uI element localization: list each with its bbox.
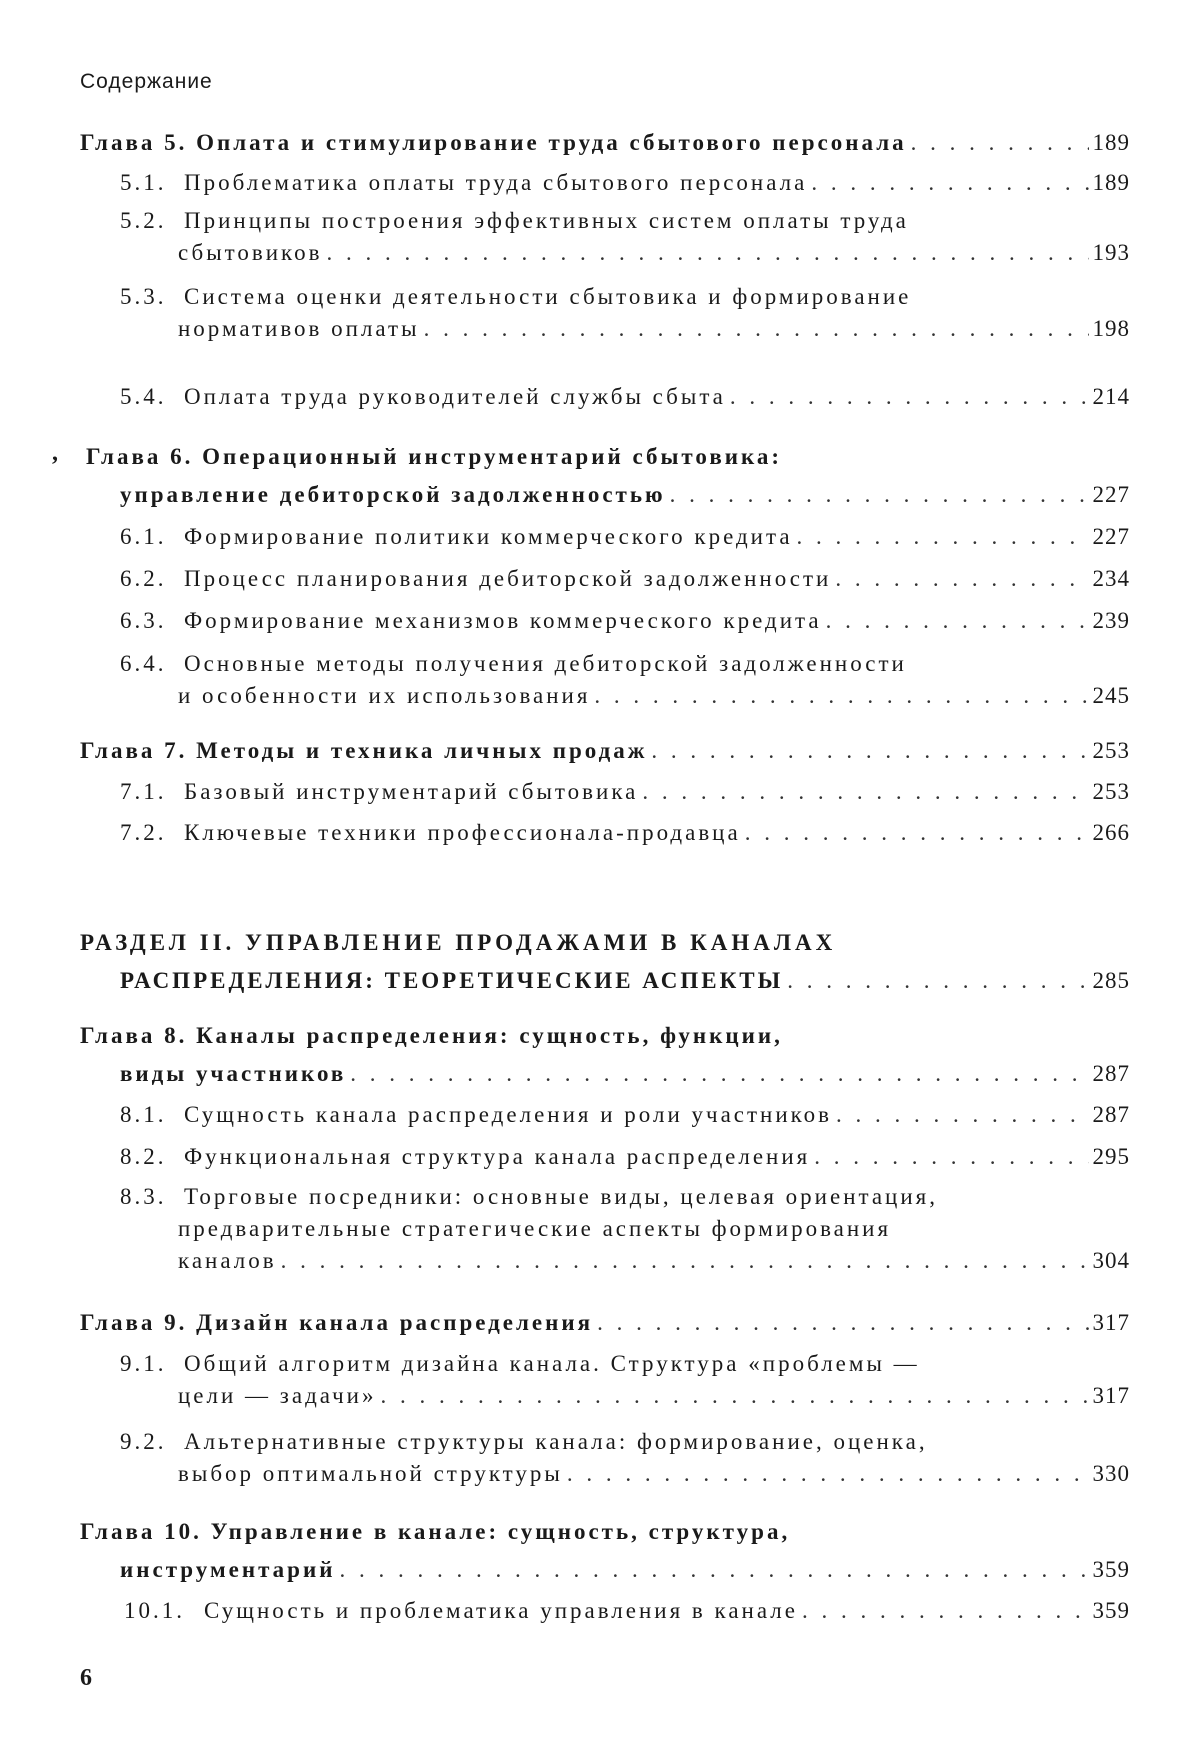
- page-number: 304: [1092, 1248, 1130, 1273]
- section-title: Принципы построения эффективных систем оплаты труда: [184, 208, 909, 233]
- page-number: 214: [1092, 384, 1130, 409]
- section-title: Оплата труда руководителей службы сбыта: [184, 384, 726, 409]
- dot-leader: [787, 962, 1088, 1000]
- dot-leader: [670, 476, 1089, 514]
- page-folio: 6: [80, 1665, 92, 1691]
- page-number: 227: [1092, 524, 1130, 549]
- chapter-label: Глава 10.: [80, 1519, 202, 1544]
- chapter-title: Операционный инструментарий сбытовика:: [202, 444, 783, 469]
- part-title: РАЗДЕЛ II. УПРАВЛЕНИЕ ПРОДАЖАМИ В КАНАЛАХ: [80, 930, 837, 955]
- page-number: 285: [1092, 968, 1130, 993]
- dot-leader: [350, 1055, 1088, 1093]
- section-title: Формирование механизмов коммерческого кредита: [184, 608, 822, 633]
- running-head: Содержание: [80, 70, 213, 93]
- chapter-title-cont: виды участников: [120, 1061, 347, 1086]
- chapter-title: Оплата и стимулирование труда сбытового персонала: [196, 130, 907, 155]
- page-number: 193: [1092, 240, 1130, 265]
- section-9-1[interactable]: [120, 1345, 1130, 1415]
- page-number: 287: [1092, 1061, 1130, 1086]
- section-8-2[interactable]: [120, 1138, 1130, 1176]
- dot-leader: [642, 773, 1088, 811]
- dot-leader: [797, 518, 1089, 556]
- page-number: 245: [1092, 683, 1130, 708]
- chapter-label: Глава 7.: [80, 738, 188, 763]
- dot-leader: [835, 560, 1088, 598]
- section-number: 5.1.: [120, 170, 167, 195]
- section-10-1[interactable]: [124, 1592, 1130, 1630]
- chapter-6[interactable]: [80, 438, 1130, 514]
- section-title: Торговые посредники: основные виды, целевая ориентация,: [184, 1184, 938, 1209]
- section-6-4[interactable]: [120, 645, 1130, 715]
- chapter-8[interactable]: [80, 1017, 1130, 1093]
- dot-leader: [814, 1138, 1088, 1176]
- dot-leader: [326, 234, 1088, 272]
- section-6-3[interactable]: [120, 602, 1130, 640]
- chapter-label: Глава 9.: [80, 1310, 188, 1335]
- section-9-2[interactable]: [120, 1423, 1130, 1493]
- chapter-label: Глава 8.: [80, 1023, 188, 1048]
- part-title-cont: РАСПРЕДЕЛЕНИЯ: ТЕОРЕТИЧЕСКИЕ АСПЕКТЫ: [120, 968, 784, 993]
- section-5-4[interactable]: [120, 378, 1130, 416]
- section-8-3[interactable]: [120, 1178, 1130, 1280]
- dot-leader: [424, 310, 1089, 348]
- section-title: Ключевые техники профессионала-продавца: [184, 820, 741, 845]
- page-number: 330: [1092, 1461, 1130, 1486]
- section-title-cont: и особенности их использования: [178, 683, 591, 708]
- section-title: Альтернативные структуры канала: формирование, оценка,: [184, 1429, 928, 1454]
- section-number: 8.3.: [120, 1184, 167, 1209]
- chapter-title: Каналы распределения: сущность, функции,: [196, 1023, 783, 1048]
- section-title: Проблематика оплаты труда сбытового персонала: [184, 170, 808, 195]
- section-number: 8.2.: [120, 1144, 167, 1169]
- chapter-label: Глава 6.: [86, 444, 194, 469]
- page-number: 253: [1092, 779, 1130, 804]
- page-number: 295: [1092, 1144, 1130, 1169]
- dot-leader: [911, 124, 1089, 162]
- page-number: 317: [1092, 1310, 1130, 1335]
- section-number: 8.1.: [120, 1102, 167, 1127]
- section-title: Сущность и проблематика управления в канале: [204, 1598, 798, 1623]
- chapter-title-cont: управление дебиторской задолженностью: [120, 482, 666, 507]
- section-title: Система оценки деятельности сбытовика и формирование: [184, 284, 912, 309]
- page-number: 239: [1092, 608, 1130, 633]
- section-number: 6.4.: [120, 651, 167, 676]
- page-number: 227: [1092, 482, 1130, 507]
- section-title: Процесс планирования дебиторской задолженности: [184, 566, 832, 591]
- dot-leader: [567, 1455, 1089, 1493]
- stray-mark: ,: [52, 440, 58, 466]
- section-7-2[interactable]: [120, 814, 1130, 852]
- section-number: 10.1.: [124, 1598, 185, 1623]
- page-number: 198: [1092, 316, 1130, 341]
- page-number: 266: [1092, 820, 1130, 845]
- section-title: Базовый инструментарий сбытовика: [184, 779, 639, 804]
- chapter-title: Методы и техника личных продаж: [196, 738, 648, 763]
- page-number: 189: [1092, 130, 1130, 155]
- section-title-cont: нормативов оплаты: [178, 316, 420, 341]
- chapter-label: Глава 5.: [80, 130, 188, 155]
- section-title: Сущность канала распределения и роли участников: [184, 1102, 833, 1127]
- section-6-2[interactable]: [120, 560, 1130, 598]
- section-number: 5.4.: [120, 384, 167, 409]
- page-number: 317: [1092, 1383, 1130, 1408]
- chapter-title-cont: инструментарий: [120, 1557, 336, 1582]
- section-title: Основные методы получения дебиторской задолженности: [184, 651, 907, 676]
- part-2[interactable]: [80, 924, 1130, 1000]
- page-number: 359: [1092, 1557, 1130, 1582]
- section-title: Формирование политики коммерческого кредита: [184, 524, 793, 549]
- section-title-cont: предварительные стратегические аспекты формирования: [178, 1216, 892, 1241]
- section-5-1[interactable]: [120, 164, 1130, 202]
- dot-leader: [802, 1592, 1089, 1630]
- section-title-cont: каналов: [178, 1248, 277, 1273]
- section-5-2[interactable]: [120, 202, 1130, 272]
- chapter-title: Управление в канале: сущность, структура,: [210, 1519, 791, 1544]
- section-number: 6.2.: [120, 566, 167, 591]
- chapter-10[interactable]: [80, 1513, 1130, 1589]
- section-7-1[interactable]: [120, 773, 1130, 811]
- page-number: 234: [1092, 566, 1130, 591]
- section-title-cont: выбор оптимальной структуры: [178, 1461, 563, 1486]
- chapter-5: [80, 124, 1130, 162]
- chapter-9[interactable]: [80, 1304, 1130, 1342]
- chapter-title: Дизайн канала распределения: [196, 1310, 594, 1335]
- section-5-3[interactable]: [120, 278, 1130, 348]
- dot-leader: [594, 677, 1088, 715]
- section-title-cont: сбытовиков: [178, 240, 323, 265]
- section-title-cont: цели — задачи»: [178, 1383, 377, 1408]
- section-number: 5.3.: [120, 284, 167, 309]
- section-title: Функциональная структура канала распределения: [184, 1144, 811, 1169]
- section-number: 9.2.: [120, 1429, 167, 1454]
- page-number: 189: [1092, 170, 1130, 195]
- chapter-heading[interactable]: [80, 124, 1130, 162]
- dot-leader: [826, 602, 1089, 640]
- section-6-1[interactable]: [120, 518, 1130, 556]
- dot-leader: [339, 1551, 1088, 1589]
- dot-leader: [597, 1304, 1088, 1342]
- section-title: Общий алгоритм дизайна канала. Структура «проблемы —: [184, 1351, 920, 1376]
- section-number: 5.2.: [120, 208, 167, 233]
- section-number: 7.2.: [120, 820, 167, 845]
- section-number: 7.1.: [120, 779, 167, 804]
- page-number: 359: [1092, 1598, 1130, 1623]
- dot-leader: [651, 732, 1088, 770]
- chapter-7[interactable]: [80, 732, 1130, 770]
- dot-leader: [380, 1377, 1088, 1415]
- dot-leader: [836, 1096, 1088, 1134]
- section-number: 6.3.: [120, 608, 167, 633]
- dot-leader: [281, 1242, 1089, 1280]
- dot-leader: [811, 164, 1088, 202]
- dot-leader: [730, 378, 1089, 416]
- page-number: 253: [1092, 738, 1130, 763]
- section-number: 6.1.: [120, 524, 167, 549]
- page-number: 287: [1092, 1102, 1130, 1127]
- dot-leader: [745, 814, 1089, 852]
- section-8-1[interactable]: [120, 1096, 1130, 1134]
- section-number: 9.1.: [120, 1351, 167, 1376]
